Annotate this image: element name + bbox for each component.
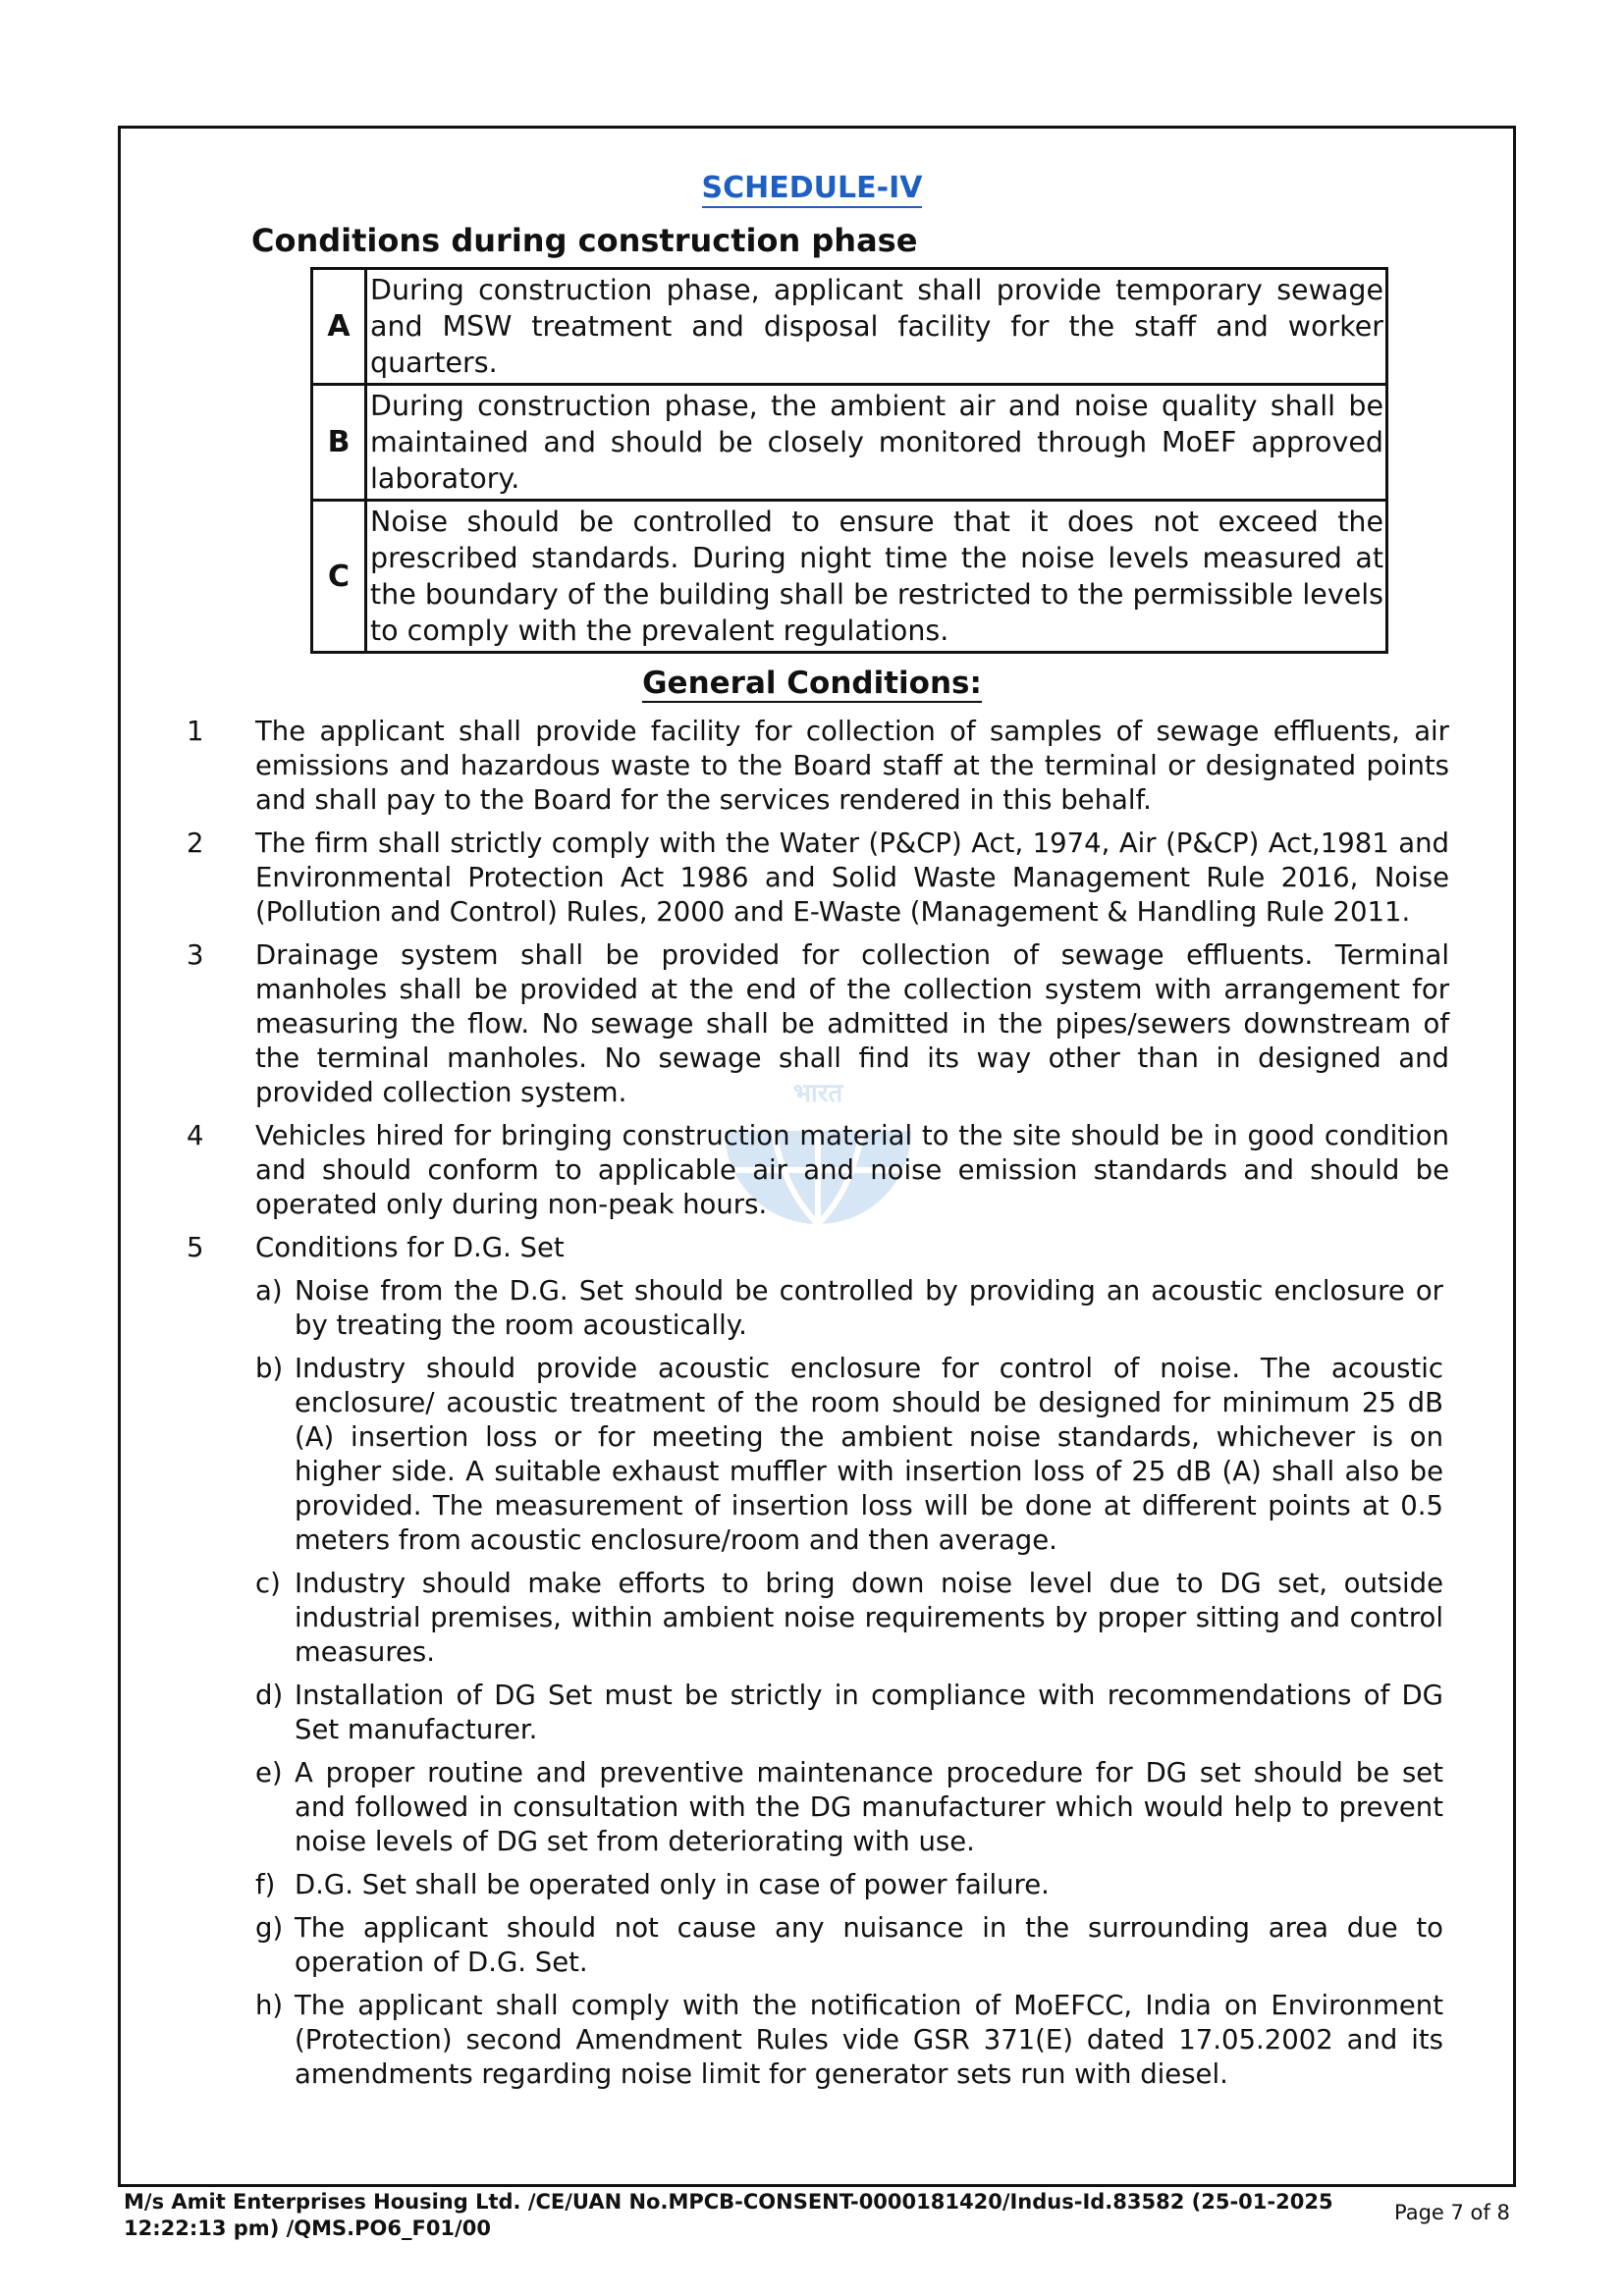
- footer-reference: [124, 2189, 1341, 2242]
- item-text: D.G. Set shall be operated only in case of power failure.: [295, 1869, 1050, 1900]
- condition-text: Noise should be controlled to ensure that it does not exceed the prescribed standards. During night time the noise levels measured at the boundary of the building shall be restricted to the permissible levels to comply with the prevalent regulations.: [366, 501, 1387, 653]
- item-text: Industry should make efforts to bring down noise level due to DG set, outside industrial premises, within ambient noise requirements by proper sitting and control measures.: [295, 1568, 1443, 1668]
- footer-line-2: 12:22:13 pm) /QMS.PO6_F01/00: [124, 2216, 491, 2240]
- item-number: 4: [187, 1120, 204, 1151]
- condition-text: During construction phase, the ambient air and noise quality shall be maintained and should be closely monitored through MoEF approved laboratory.: [366, 385, 1387, 501]
- page-number: Page 7 of 8: [1394, 2201, 1510, 2224]
- item-text: Installation of DG Set must be strictly in compliance with recommendations of DG Set manufacturer.: [295, 1680, 1443, 1745]
- item-number: 3: [187, 939, 204, 971]
- item-text: The applicant should not cause any nuisance in the surrounding area due to operation of D.G. Set.: [295, 1912, 1443, 1978]
- sub-list-item: [255, 1352, 1443, 1558]
- schedule-title: SCHEDULE-IV: [0, 171, 1624, 205]
- section-heading: Conditions during construction phase: [251, 222, 918, 259]
- item-text: Industry should provide acoustic enclosure for control of noise. The acoustic enclosure/ acoustic treatment of the room should be designed for minimum 25 dB (A) insertion loss or for meeting the ambient noise standards, whichever is on higher side. A suitable exhaust muffler with insertion loss of 25 dB (A) shall also be provided. The measurement of insertion loss will be done at different points at 0.5 meters from acoustic enclosure/room and then average.: [295, 1353, 1443, 1556]
- sub-list-item: [255, 1756, 1443, 1859]
- list-item: [183, 938, 1449, 1110]
- item-letter: e): [255, 1757, 283, 1789]
- item-letter: b): [255, 1353, 284, 1384]
- item-text: The applicant shall provide facility for collection of samples of sewage effluents, air emissions and hazardous waste to the Board staff at the terminal or designated points and shall pay to the Board for the services rendered in this behalf.: [255, 716, 1449, 816]
- watermark-text: भारत: [792, 1079, 843, 1108]
- list-item: [183, 715, 1449, 818]
- dg-conditions-list: [255, 1274, 1443, 2092]
- condition-label: B: [312, 385, 366, 501]
- list-item: [183, 827, 1449, 930]
- list-item: [183, 1119, 1449, 1222]
- item-number: 2: [187, 828, 204, 859]
- item-letter: d): [255, 1680, 284, 1711]
- sub-list-item: [255, 1911, 1443, 1980]
- footer-line-1: M/s Amit Enterprises Housing Ltd. /CE/UAN No.MPCB-CONSENT-0000181420/Indus-Id.83582 (25-01-2025: [124, 2190, 1333, 2214]
- sub-list-item: [255, 1274, 1443, 1343]
- item-number: 5: [187, 1232, 204, 1263]
- table-row: [312, 269, 1387, 385]
- sub-list-item: [255, 1679, 1443, 1747]
- general-conditions-heading: General Conditions:: [642, 666, 982, 701]
- item-text: Conditions for D.G. Set: [255, 1232, 565, 1263]
- item-text: A proper routine and preventive maintenance procedure for DG set should be set and followed in consultation with the DG manufacturer which would help to prevent noise levels of DG set from deteriorating with use.: [295, 1757, 1443, 1857]
- construction-conditions-table: [310, 267, 1388, 654]
- sub-list-item: [255, 1989, 1443, 2092]
- condition-label: C: [312, 501, 366, 653]
- list-item: [183, 1231, 1449, 1265]
- item-letter: g): [255, 1912, 284, 1944]
- item-letter: c): [255, 1568, 281, 1599]
- item-text: The applicant shall comply with the notification of MoEFCC, India on Environment (Protection) second Amendment Rules vide GSR 371(E) dated 17.05.2002 and its amendments regarding noise limit for generator sets run with diesel.: [295, 1990, 1443, 2090]
- general-conditions-list: [183, 715, 1449, 2101]
- item-letter: a): [255, 1275, 283, 1307]
- table-row: [312, 385, 1387, 501]
- condition-text: During construction phase, applicant shall provide temporary sewage and MSW treatment and disposal facility for the staff and worker quarters.: [366, 269, 1387, 385]
- item-letter: h): [255, 1990, 284, 2021]
- sub-list-item: [255, 1868, 1443, 1902]
- table-row: [312, 501, 1387, 653]
- item-text: Drainage system shall be provided for collection of sewage effluents. Terminal manholes shall be provided at the end of the collection system with arrangement for measuring the flow. No sewage shall be admitted in the pipes/sewers downstream of the terminal manholes. No sewage shall find its way other than in designed and provided collection system.: [255, 939, 1449, 1108]
- sub-list-item: [255, 1567, 1443, 1670]
- item-letter: f): [255, 1869, 276, 1900]
- item-number: 1: [187, 716, 204, 747]
- item-text: Vehicles hired for bringing construction material to the site should be in good condition and should conform to applicable air and noise emission standards and should be operated only during non-peak hours.: [255, 1120, 1449, 1220]
- item-text: Noise from the D.G. Set should be controlled by providing an acoustic enclosure or by treating the room acoustically.: [295, 1275, 1443, 1341]
- item-text: The firm shall strictly comply with the Water (P&CP) Act, 1974, Air (P&CP) Act,1981 and Environmental Protection Act 1986 and Solid Waste Management Rule 2016, Noise (Pollution and Control) Rules, 2000 and E-Waste (Management & Handling Rule 2011.: [255, 828, 1449, 928]
- condition-label: A: [312, 269, 366, 385]
